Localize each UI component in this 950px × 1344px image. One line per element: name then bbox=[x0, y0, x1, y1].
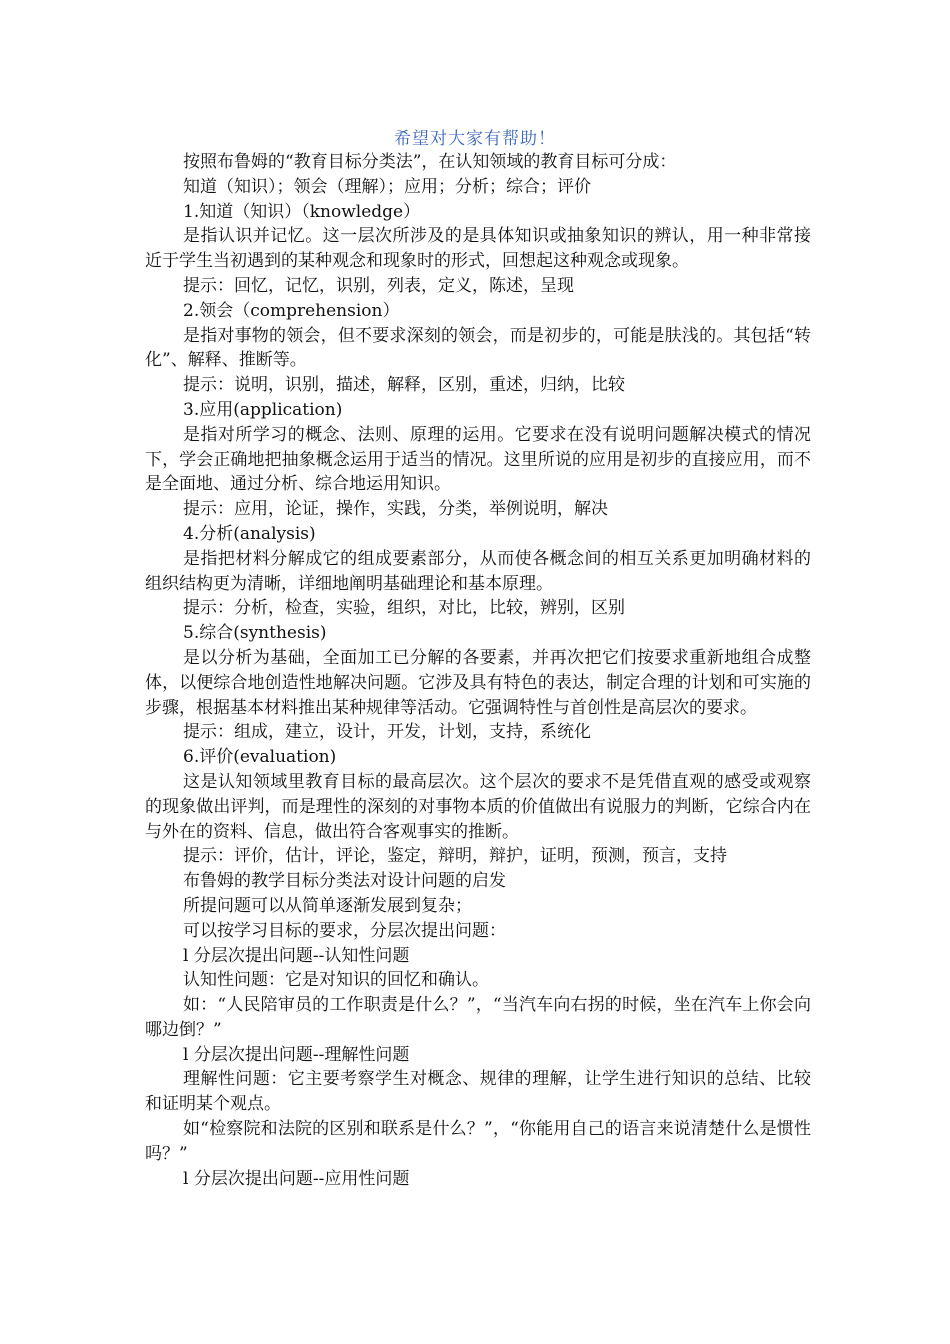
list-item-heading: l 分层次提出问题--理解性问题 bbox=[183, 1044, 410, 1065]
intro-paragraph: 按照布鲁姆的“教育目标分类法”，在认知领域的教育目标可分成： bbox=[183, 152, 677, 172]
paragraph: 理解性问题：它主要考察学生对概念、规律的理解，让学生进行知识的总结、比较和证明某个观点。 bbox=[145, 1069, 811, 1115]
example-paragraph: 如：“人民陪审员的工作职责是什么？”，“当汽车向右拐的时候，坐在汽车上你会向哪边倒？” bbox=[145, 995, 811, 1040]
paragraph: 是指对所学习的概念、法则、原理的运用。它要求在没有说明问题解决模式的情况下，学会正确地把抽象概念运用于适当的情况。这里所说的应用是初步的直接应用，而不是全面地、通过分析、综合地运用知识。 bbox=[145, 424, 811, 495]
paragraph: 是指认识并记忆。这一层次所涉及的是具体知识或抽象知识的辨认，用一种非常接近于学生当初遇到的某种观念和现象时的形式，回想起这种观念或现象。 bbox=[145, 226, 811, 272]
hint-line: 提示：评价，估计，评论，鉴定，辩明，辩护，证明，预测，预言，支持 bbox=[183, 846, 727, 867]
hint-line: 提示：回忆，记忆，识别，列表，定义，陈述，呈现 bbox=[183, 275, 574, 296]
hint-line: 提示：应用，论证，操作，实践，分类，举例说明，解决 bbox=[183, 499, 608, 520]
subsection-title: 布鲁姆的教学目标分类法对设计问题的启发 bbox=[183, 871, 506, 892]
section-heading-knowledge: 1.知道（知识）（knowledge） bbox=[183, 201, 421, 222]
hint-line: 提示：说明，识别，描述，解释，区别，重述，归纳，比较 bbox=[183, 375, 625, 396]
document-body bbox=[145, 150, 811, 1191]
paragraph: 是以分析为基础，全面加工已分解的各要素，并再次把它们按要求重新地组合成整体，以便综合地创造性地解决问题。它涉及具有特色的表达，制定合理的计划和可实施的步骤，根据基本材料推出某种规律等活动。它强调特性与首创性是高层次的要求。 bbox=[145, 647, 811, 718]
paragraph: 所提问题可以从简单逐渐发展到复杂； bbox=[183, 895, 472, 916]
section-heading-synthesis: 5.综合(synthesis) bbox=[183, 623, 327, 644]
paragraph: 是指对事物的领会，但不要求深刻的领会，而是初步的，可能是肤浅的。其包括“转化”、解释、推断等。 bbox=[145, 325, 811, 371]
hint-line: 提示：组成，建立，设计，开发，计划，支持，系统化 bbox=[183, 722, 591, 743]
section-heading-comprehension: 2.领会（comprehension） bbox=[183, 300, 400, 321]
paragraph: 认知性问题：它是对知识的回忆和确认。 bbox=[183, 970, 489, 991]
section-heading-analysis: 4.分析(analysis) bbox=[183, 523, 316, 544]
level-list: 知道（知识）；领会（理解）；应用；分析；综合；评价 bbox=[183, 176, 591, 197]
example-paragraph: 如“检察院和法院的区别和联系是什么？”，“你能用自己的语言来说清楚什么是惯性吗？” bbox=[145, 1119, 811, 1164]
list-item-heading: l 分层次提出问题--认知性问题 bbox=[183, 945, 410, 966]
hint-line: 提示：分析，检查，实验，组织，对比，比较，辨别，区别 bbox=[183, 598, 625, 619]
paragraph: 是指把材料分解成它的组成要素部分，从而使各概念间的相互关系更加明确材料的组织结构更为清晰，详细地阐明基础理论和基本原理。 bbox=[145, 548, 811, 594]
paragraph: 可以按学习目标的要求，分层次提出问题： bbox=[183, 920, 506, 941]
section-heading-evaluation: 6.评价(evaluation) bbox=[183, 747, 337, 768]
section-heading-application: 3.应用(application) bbox=[183, 399, 343, 420]
paragraph: 这是认知领域里教育目标的最高层次。这个层次的要求不是凭借直观的感受或观察的现象做出评判，而是理性的深刻的对事物本质的价值做出有说服力的判断，它综合内在与外在的资料、信息，做出符合客观事实的推断。 bbox=[145, 771, 811, 842]
list-item-heading: l 分层次提出问题--应用性问题 bbox=[183, 1168, 410, 1189]
page-header: 希望对大家有帮助！ bbox=[394, 129, 556, 149]
